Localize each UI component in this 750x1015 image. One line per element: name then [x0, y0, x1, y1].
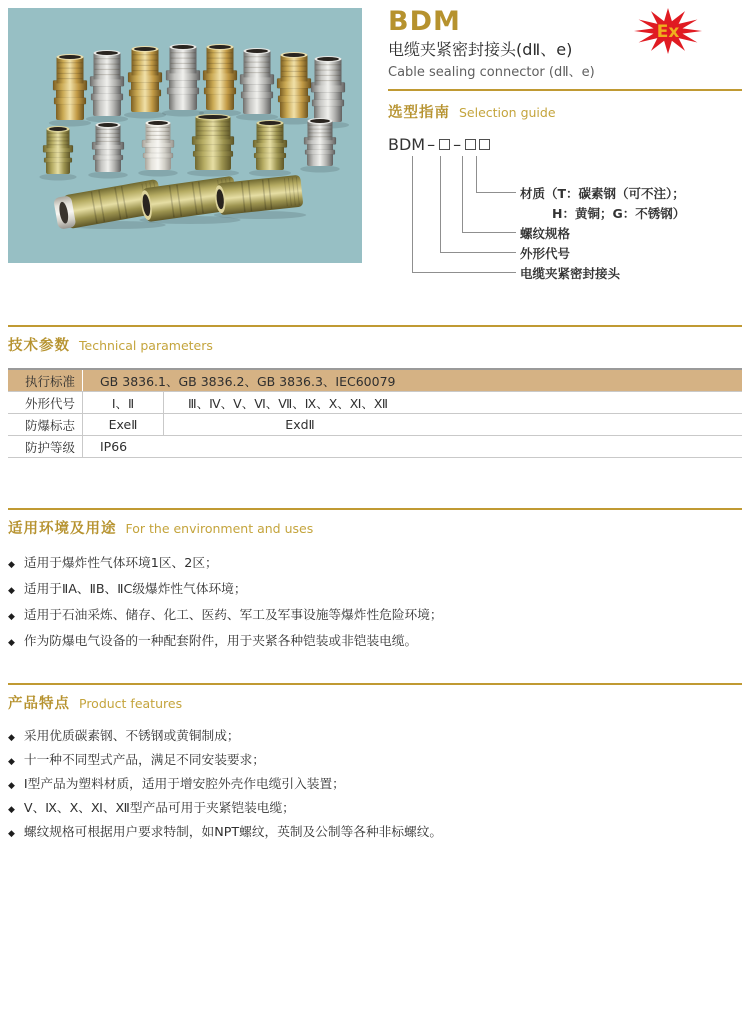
features-title-zh: 产品特点 — [8, 696, 70, 712]
model-code: BDM – – — [388, 134, 742, 154]
label-thread: 螺纹规格 — [520, 226, 571, 242]
list-item: ◆ 适用于爆炸性气体环境1区、2区； — [8, 551, 742, 577]
environment-list — [8, 551, 742, 655]
list-item: ◆ Ⅰ型产品为塑料材质，适用于增安腔外壳作电缆引入装置； — [8, 773, 742, 797]
row-value: IP66 — [100, 439, 128, 454]
section-divider — [8, 683, 742, 685]
features-title-en: Product features — [79, 696, 183, 711]
subtitle-en: Cable sealing connector (dⅡ、e) — [388, 64, 595, 80]
environment-title-zh: 适用环境及用途 — [8, 521, 117, 537]
table-row — [8, 370, 742, 392]
table-row — [8, 414, 742, 436]
cable-glands-image — [8, 8, 362, 267]
list-item: ◆ 适用于石油采炼、储存、化工、医药、军工及军事设施等爆炸性危险环境； — [8, 603, 742, 629]
parameters-table — [8, 368, 742, 458]
selection-guide-title-zh: 选型指南 — [388, 105, 450, 122]
table-row — [8, 392, 742, 414]
selection-guide-heading — [388, 101, 742, 122]
technical-title-zh: 技术参数 — [8, 338, 70, 354]
label-material-1: 材质（T：碳素钢（可不注）； — [520, 186, 685, 202]
environment-section — [8, 508, 742, 655]
subtitle-zh: 电缆夹紧密封接头(dⅡ、e) — [388, 40, 573, 60]
row-value-col3: Ⅲ、Ⅳ、Ⅴ、Ⅵ、Ⅶ、Ⅸ、Ⅹ、Ⅺ、Ⅻ — [163, 392, 742, 413]
technical-parameters-section — [8, 325, 742, 458]
connector-line — [476, 156, 477, 192]
row-label: 防护等级 — [8, 436, 83, 457]
list-item: ◆ Ⅴ、Ⅸ、Ⅹ、Ⅺ、Ⅻ型产品可用于夹紧铠装电缆； — [8, 797, 742, 821]
code-box-shape — [439, 139, 450, 150]
selection-guide-title-en: Selection guide — [459, 105, 556, 121]
row-value-col3: ExdⅡ — [163, 414, 742, 435]
row-value-col2: Ⅰ、Ⅱ — [111, 395, 135, 411]
header — [388, 6, 742, 286]
row-label: 外形代号 — [8, 392, 83, 413]
header-divider — [388, 89, 742, 91]
ex-explosionproof-icon — [633, 6, 703, 56]
section-divider — [8, 508, 742, 510]
label-shape: 外形代号 — [520, 246, 571, 262]
page-title: BDM — [388, 6, 461, 37]
table-row — [8, 436, 742, 458]
model-code-prefix: BDM — [388, 134, 426, 154]
connector-line — [476, 192, 516, 193]
list-item: ◆ 采用优质碳素钢、不锈钢或黄铜制成； — [8, 725, 742, 749]
row-label: 执行标准 — [8, 370, 83, 391]
label-product: 电缆夹紧密封接头 — [520, 266, 621, 282]
features-section — [8, 683, 742, 845]
list-item: ◆ 十一种不同型式产品，满足不同安装要求； — [8, 749, 742, 773]
code-box-thread — [465, 139, 476, 150]
ex-mark-text: Ex — [656, 22, 680, 42]
features-heading — [8, 692, 742, 713]
list-item: ◆ 适用于ⅡA、ⅡB、ⅡC级爆炸性气体环境； — [8, 577, 742, 603]
list-item: ◆ 作为防爆电气设备的一种配套附件，用于夹紧各种铠装或非铠装电缆。 — [8, 629, 742, 655]
connector-line — [412, 272, 516, 273]
product-photo — [8, 8, 362, 263]
model-code-diagram — [388, 134, 742, 286]
features-list — [8, 725, 742, 845]
code-box-material — [479, 139, 490, 150]
list-item: ◆ 螺纹规格可根据用户要求特制，如NPT螺纹，英制及公制等各种非标螺纹。 — [8, 821, 742, 845]
row-label: 防爆标志 — [8, 414, 83, 435]
row-value-col2: ExeⅡ — [108, 417, 138, 432]
label-material-2: H：黄铜；G：不锈钢） — [552, 206, 686, 222]
connector-line — [462, 232, 516, 233]
technical-title-en: Technical parameters — [79, 338, 213, 353]
environment-title-en: For the environment and uses — [125, 521, 314, 536]
connector-line — [462, 156, 463, 232]
technical-heading — [8, 334, 742, 355]
connector-line — [412, 156, 413, 272]
section-divider — [8, 325, 742, 327]
row-value: GB 3836.1、GB 3836.2、GB 3836.3、IEC60079 — [100, 373, 396, 389]
environment-heading — [8, 517, 742, 538]
connector-line — [440, 156, 441, 252]
connector-line — [440, 252, 516, 253]
